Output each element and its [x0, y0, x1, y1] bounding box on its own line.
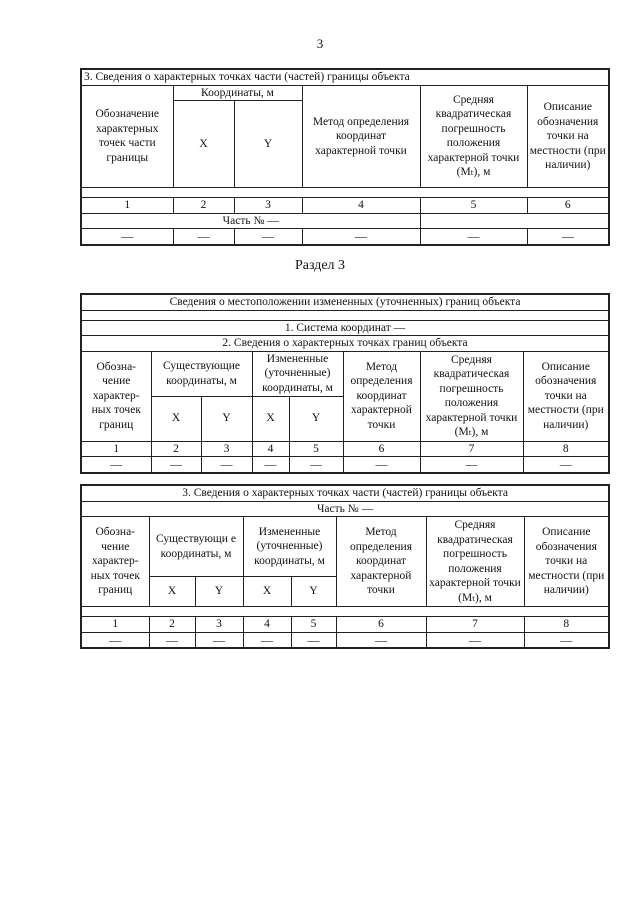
col-designation-header: Обозначение характерных точек части границы: [81, 85, 173, 188]
col-number: 5: [420, 198, 527, 214]
col-number: 4: [302, 198, 420, 214]
part-row-empty: [420, 213, 609, 229]
col-existing-coordinates-header: Существующи е координаты, м: [149, 517, 243, 577]
table-cell: —: [195, 632, 243, 648]
table-cell: —: [343, 457, 420, 473]
col-number: 1: [81, 617, 149, 633]
col-y-header: Y: [201, 396, 252, 441]
col-y-header: Y: [234, 101, 302, 188]
col-number: 2: [151, 441, 201, 457]
column-number-row: [81, 198, 609, 214]
parts-points-table: [80, 68, 610, 246]
table-row: [81, 457, 609, 473]
table-gap: [81, 607, 609, 617]
col-number: 8: [524, 617, 609, 633]
col-x-header: X: [173, 101, 234, 188]
col-number: 5: [291, 617, 336, 633]
table-title: 3. Сведения о характерных точках части (частей) границы объекта: [81, 485, 609, 501]
col-x-header: X: [252, 396, 289, 441]
col-number: 6: [527, 198, 609, 214]
part-number-label: Часть № —: [81, 501, 609, 517]
section-title: Раздел 3: [294, 258, 346, 273]
table-cell: —: [149, 632, 195, 648]
col-number: 6: [336, 617, 426, 633]
col-number: 3: [234, 198, 302, 214]
table-cell: —: [234, 229, 302, 245]
col-error-header: Средняя квадратическая погрешность положения характерной точки (Mₜ), м: [420, 351, 523, 441]
table-cell: —: [252, 457, 289, 473]
table-cell: —: [527, 229, 609, 245]
table-cell: —: [523, 457, 609, 473]
column-number-row: [81, 617, 609, 633]
changed-boundaries-table: [80, 293, 610, 474]
parts-changed-points-table: [80, 484, 610, 649]
col-error-header: Средняя квадратическая погрешность положения характерной точки (Mₜ), м: [420, 85, 527, 188]
col-coordinates-header: Координаты, м: [173, 85, 302, 101]
table-row: [81, 229, 609, 245]
col-number: 7: [426, 617, 524, 633]
table-gap: [81, 310, 609, 320]
col-method-header: Метод определения координат характерной точки: [302, 85, 420, 188]
table-subtitle: 2. Сведения о характерных точках границ объекта: [81, 336, 609, 352]
table-cell: —: [426, 632, 524, 648]
table-cell: —: [420, 229, 527, 245]
col-x-header: X: [151, 396, 201, 441]
col-changed-coordinates-header: Измененные (уточненные) координаты, м: [252, 351, 343, 396]
col-number: 3: [201, 441, 252, 457]
table-cell: —: [173, 229, 234, 245]
col-x-header: X: [149, 577, 195, 607]
table-cell: —: [81, 457, 151, 473]
col-number: 5: [289, 441, 343, 457]
col-existing-coordinates-header: Существующие координаты, м: [151, 351, 252, 396]
col-description-header: Описание обозначения точки на местности (при наличии): [523, 351, 609, 441]
coordinate-system-label: 1. Система координат —: [81, 320, 609, 336]
col-method-header: Метод определения координат характерной точки: [343, 351, 420, 441]
col-error-header: Средняя квадратическая погрешность положения характерной точки (Mₜ), м: [426, 517, 524, 607]
table-cell: —: [201, 457, 252, 473]
table-cell: —: [151, 457, 201, 473]
table-cell: —: [336, 632, 426, 648]
col-method-header: Метод определения координат характерной точки: [336, 517, 426, 607]
col-number: 2: [173, 198, 234, 214]
page-number: 3: [316, 36, 324, 51]
table-cell: —: [81, 632, 149, 648]
table-cell: —: [81, 229, 173, 245]
table-cell: —: [289, 457, 343, 473]
col-number: 4: [243, 617, 291, 633]
col-number: 8: [523, 441, 609, 457]
part-number-label: Часть № —: [81, 213, 420, 229]
col-description-header: Описание обозначения точки на местности (при наличии): [524, 517, 609, 607]
col-number: 7: [420, 441, 523, 457]
col-x-header: X: [243, 577, 291, 607]
col-designation-header: Обозна-чение характер-ных точек границ: [81, 517, 149, 607]
col-y-header: Y: [289, 396, 343, 441]
col-number: 3: [195, 617, 243, 633]
table-cell: —: [524, 632, 609, 648]
table-cell: —: [291, 632, 336, 648]
column-number-row: [81, 441, 609, 457]
col-number: 6: [343, 441, 420, 457]
col-designation-header: Обозна-чение характер-ных точек границ: [81, 351, 151, 441]
col-number: 1: [81, 198, 173, 214]
table-gap: [81, 188, 609, 198]
table-row: [81, 632, 609, 648]
col-number: 2: [149, 617, 195, 633]
col-y-header: Y: [291, 577, 336, 607]
col-number: 1: [81, 441, 151, 457]
table-cell: —: [243, 632, 291, 648]
table-title: Сведения о местоположении измененных (уточненных) границ объекта: [81, 294, 609, 310]
col-changed-coordinates-header: Измененные (уточненные) координаты, м: [243, 517, 336, 577]
col-y-header: Y: [195, 577, 243, 607]
col-description-header: Описание обозначения точки на местности (при наличии): [527, 85, 609, 188]
table-title: 3. Сведения о характерных точках части (частей) границы объекта: [81, 69, 609, 85]
table-cell: —: [302, 229, 420, 245]
table-cell: —: [420, 457, 523, 473]
col-number: 4: [252, 441, 289, 457]
